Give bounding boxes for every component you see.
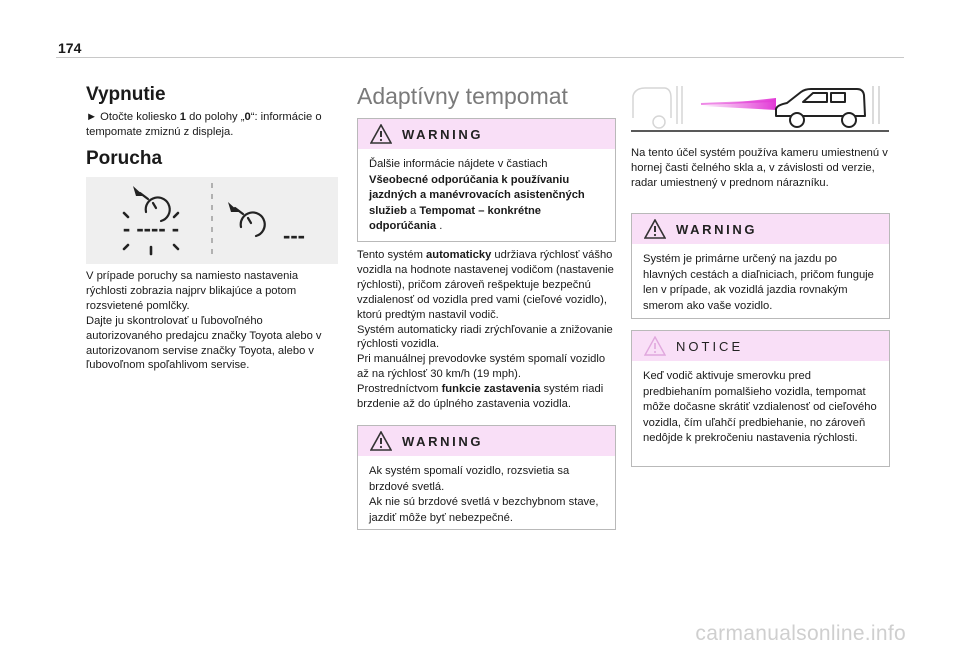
notice-text: Keď vodič aktivuje smerovku pred predbiehaním pomalšieho vozidla, tempomat môže dočasne skrátiť vzdialenosť od cieľového vozidla, čím uľahčí predbiehanie, no zároveň nedôjde k prekročeniu nastavenia rýchlosti.: [643, 370, 877, 444]
warning-label: WARNING: [402, 434, 484, 449]
vehicle-radar-illustration: [631, 80, 889, 132]
warning-icon: [370, 431, 392, 451]
warning-header: [632, 214, 889, 244]
notice-label: NOTICE: [676, 339, 744, 354]
warning-header: [358, 426, 615, 456]
porucha-heading: Porucha: [86, 148, 163, 169]
notice-box: [631, 330, 890, 467]
notice-icon: [644, 336, 666, 356]
warning-text: Ďalšie informácie nájdete v častiach Všeobecné odporúčania k používaniu jazdných a manévrovacích asistenčných služieb a Tempomat – konkrétne odporúčania .: [369, 158, 585, 232]
camera-radar-text: Na tento účel systém používa kameru umiestnenú v hornej časti čelného skla a, v závislosti od verzie, radar umiestnený v prednom nárazníku.: [631, 147, 888, 189]
warning-header: [358, 119, 615, 149]
porucha-text: V prípade poruchy sa namiesto nastavenia rýchlosti zobrazia najprv blikajúce a potom rozsvietené pomlčky. Dajte ju skontrolovať u ľubovoľného autorizovaného predajcu značky Toyota alebo v autorizovanom servise značky Toyota, alebo v ľubovoľnom spoľahlivom servise.: [86, 270, 322, 372]
warning-icon: [644, 219, 666, 239]
vypnutie-heading: Vypnutie: [86, 84, 166, 105]
warning-box-1: [357, 118, 616, 242]
warning-box-2: [357, 425, 616, 530]
notice-header: [632, 331, 889, 361]
warning-label: WARNING: [402, 127, 484, 142]
warning-label: WARNING: [676, 222, 758, 237]
watermark: carmanualsonline.info: [695, 622, 906, 645]
warning-box-3: [631, 213, 890, 319]
warning-text: Systém je primárne určený na jazdu po hlavných cestách a diaľniciach, pričom funguje len v prípade, ak vozidlá jazdia rovnakým smerom ako vaše vozidlo.: [643, 253, 874, 312]
display-dashes-right: ---: [283, 223, 305, 248]
display-dashes-left: - ---- -: [122, 216, 180, 241]
warning-text: Ak systém spomalí vozidlo, rozsvietia sa brzdové svetlá. Ak nie sú brzdové svetlá v bezchybnom stave, jazdiť môže byť nebezpečné.: [369, 465, 599, 524]
warning-icon: [370, 124, 392, 144]
adaptive-cruise-description: Tento systém automaticky udržiava rýchlosť vášho vozidla na hodnote nastavenej vodičom (nastavenie rýchlosti), pričom zároveň rešpektuje bezpečnú vzdialenosť od vozidla pred vami (cieľové vozidlo), ktorú predtým nastavil vodič. Systém automaticky riadi zrýchľovanie a znižovanie rýchlosti vozidla. Pri manuálnej prevodovke systém spomalí vozidlo až na rýchlosť 30 km/h (19 mph). Prostredníctvom funkcie zastavenia systém riadi brzdenie až do úplného zastavenia vozidla.: [357, 249, 614, 411]
vypnutie-text: ► Otočte koliesko 1 do polohy „0“: informácie o tempomate zmiznú z displeja.: [86, 111, 322, 138]
page-number: 174: [58, 40, 82, 56]
adaptive-cruise-heading: Adaptívny tempomat: [357, 83, 568, 109]
display-illustration: [86, 177, 338, 264]
header-rule: [56, 57, 904, 58]
